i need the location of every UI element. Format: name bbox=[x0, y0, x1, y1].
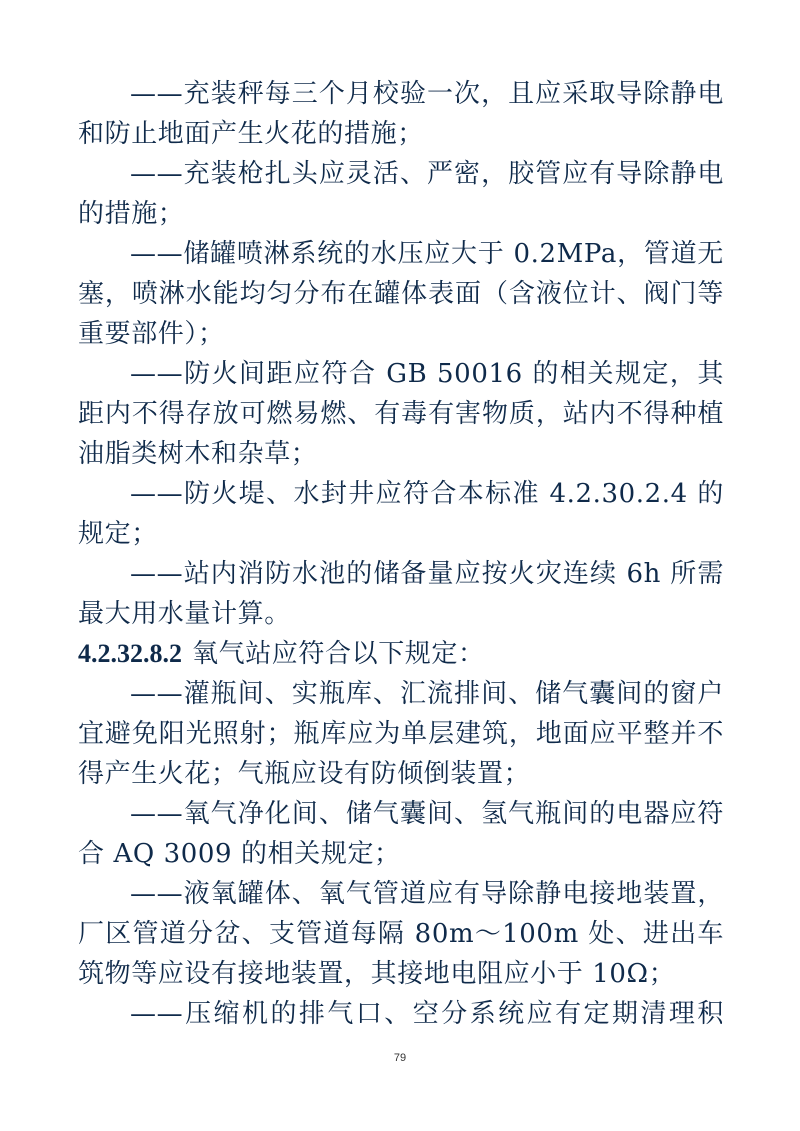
text-line: ——液氧罐体、氧气管道应有导除静电接地装置， bbox=[130, 879, 724, 909]
text-line: 距内不得存放可燃易燃、有毒有害物质，站内不得种植 bbox=[78, 399, 724, 429]
text-line: 得产生火花；气瓶应设有防倾倒装置； bbox=[78, 759, 531, 789]
text-line: ——压缩机的排气口、空分系统应有定期清理积 bbox=[130, 999, 724, 1029]
text-line: 合 AQ 3009 的相关规定； bbox=[78, 839, 401, 869]
text-line: ——防火堤、水封井应符合本标准 4.2.30.2.4 的 bbox=[130, 479, 724, 509]
text-line: ——储罐喷淋系统的水压应大于 0.2MPa，管道无 bbox=[130, 239, 724, 269]
text-line: ——防火间距应符合 GB 50016 的相关规定，其 bbox=[130, 359, 724, 389]
section-heading bbox=[78, 634, 724, 674]
document-body bbox=[78, 74, 724, 1034]
text-line: ——灌瓶间、实瓶库、汇流排间、储气囊间的窗户 bbox=[130, 679, 724, 709]
text-line: 宜避免阳光照射；瓶库应为单层建筑，地面应平整并不 bbox=[78, 719, 724, 749]
text-line: 厂区管道分岔、支管道每隔 80m～100m 处、进出车 bbox=[78, 919, 724, 949]
page-number: 79 bbox=[393, 1052, 407, 1064]
text-line: ——充装秤每三个月校验一次，且应采取导除静电 bbox=[130, 79, 724, 109]
text-line: 的措施； bbox=[78, 199, 185, 229]
text-line: ——氧气净化间、储气囊间、氢气瓶间的电器应符 bbox=[130, 799, 724, 829]
text-line: ——充装枪扎头应灵活、严密，胶管应有导除静电 bbox=[130, 159, 724, 189]
text-line: 最大用水量计算。 bbox=[78, 599, 291, 629]
text-line: 规定； bbox=[78, 519, 158, 549]
text-line: 油脂类树木和杂草； bbox=[78, 439, 318, 469]
section-title: 氧气站应符合以下规定： bbox=[192, 639, 485, 669]
text-line: 和防止地面产生火花的措施； bbox=[78, 119, 424, 149]
section-number: 4.2.32.8.2 bbox=[78, 639, 182, 668]
text-line: ——站内消防水池的储备量应按火灾连续 6h 所需 bbox=[130, 559, 724, 589]
text-line: 重要部件）； bbox=[78, 319, 225, 349]
text-line: 塞，喷淋水能均匀分布在罐体表面（含液位计、阀门等 bbox=[78, 279, 724, 309]
text-line: 筑物等应设有接地装置，其接地电阻应小于 10Ω； bbox=[78, 959, 676, 989]
